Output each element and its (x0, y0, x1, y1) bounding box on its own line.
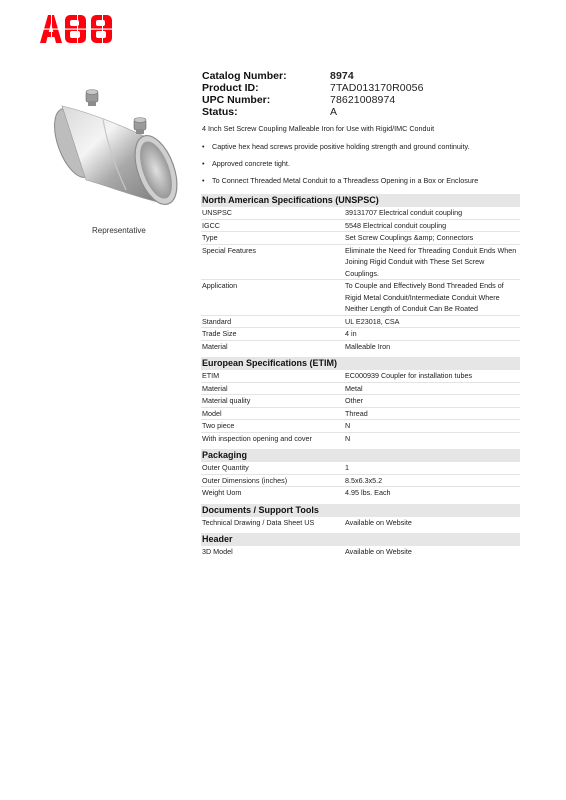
abb-logo (40, 14, 116, 44)
section-title: Header (201, 533, 520, 546)
spec-label: Type (202, 233, 218, 242)
spec-label: Application (202, 281, 238, 290)
spec-value: 4.95 lbs. Each (345, 488, 391, 497)
product-header (202, 70, 522, 118)
spec-row (201, 207, 520, 220)
european-specs-section (201, 357, 520, 444)
documents-section (201, 504, 520, 529)
spec-row (201, 341, 520, 353)
feature-text: Approved concrete tight. (212, 159, 290, 168)
north-american-specs-section (201, 194, 520, 352)
spec-value: EC000939 Coupler for installation tubes (345, 371, 473, 380)
spec-row (201, 395, 520, 408)
bullet-icon: • (202, 142, 205, 151)
feature-text: To Connect Threaded Metal Conduit to a Threadless Opening in a Box or Enclosure (212, 176, 479, 185)
spec-row (201, 316, 520, 329)
section-title: Packaging (201, 449, 520, 462)
status-row (202, 106, 522, 118)
spec-value: 5548 Electrical conduit coupling (345, 220, 447, 230)
product-id-row (202, 82, 522, 94)
spec-value: 1 (345, 463, 349, 472)
spec-row (201, 232, 520, 245)
spec-value: Thread (345, 408, 368, 418)
spec-value: Available on Website (345, 517, 412, 527)
packaging-section (201, 449, 520, 499)
catalog-number-label: Catalog Number: (202, 70, 287, 82)
spec-label: Two piece (202, 421, 235, 430)
upc-number-label: UPC Number: (202, 94, 271, 106)
product-id-value: 7TAD013170R0056 (330, 82, 424, 94)
spec-label: With inspection opening and cover (202, 433, 312, 443)
spec-value: N (345, 433, 351, 443)
spec-row (201, 408, 520, 421)
spec-row (201, 487, 520, 499)
spec-row (201, 420, 520, 433)
spec-label: Outer Quantity (202, 463, 249, 472)
spec-row (201, 220, 520, 233)
spec-label: Standard (202, 316, 232, 326)
feature-item (202, 176, 532, 193)
spec-value: To Couple and Effectively Bond Threaded Ends of Rigid Metal Conduit/Intermediate Conduit Where Neither Length of Conduit Can Be Roated (345, 281, 504, 313)
spec-row (201, 383, 520, 396)
spec-row (201, 546, 520, 558)
spec-value: Eliminate the Need for Threading Conduit Ends When Joining Rigid Conduit with These Set Screw Couplings. (345, 245, 517, 278)
spec-value: Metal (345, 383, 363, 393)
section-title: North American Specifications (UNSPSC) (201, 194, 520, 207)
catalog-number-row (202, 70, 522, 82)
spec-value: 8.5x6.3x5.2 (345, 475, 383, 485)
spec-value: N (345, 421, 351, 430)
spec-row (201, 245, 520, 281)
spec-label: Weight Uom (202, 488, 242, 497)
bullet-icon: • (202, 159, 205, 168)
feature-text: Captive hex head screws provide positive holding strength and ground continuity. (212, 142, 470, 151)
section-title: European Specifications (ETIM) (201, 357, 520, 370)
feature-item (202, 159, 532, 176)
spec-row (201, 475, 520, 488)
bullet-icon: • (202, 176, 205, 185)
spec-label: Model (202, 408, 222, 418)
section-title: Documents / Support Tools (201, 504, 520, 517)
spec-label: ETIM (202, 371, 220, 380)
status-value: A (330, 106, 338, 118)
spec-row (201, 517, 520, 529)
spec-value: 4 in (345, 329, 357, 338)
specifications (201, 194, 520, 563)
product-id-label: Product ID: (202, 82, 259, 94)
spec-label: 3D Model (202, 547, 233, 556)
catalog-number-value: 8974 (330, 70, 354, 82)
spec-label: Trade Size (202, 329, 237, 338)
spec-value: UL E23018, CSA (345, 316, 400, 326)
product-image (48, 86, 188, 212)
spec-value: Other (345, 396, 363, 405)
spec-row (201, 433, 520, 445)
header-section (201, 533, 520, 558)
feature-item (202, 142, 532, 159)
spec-row (201, 280, 520, 316)
spec-row (201, 370, 520, 383)
spec-label: Technical Drawing / Data Sheet US (202, 517, 315, 527)
spec-value: 39131707 Electrical conduit coupling (345, 208, 463, 217)
spec-label: Outer Dimensions (inches) (202, 475, 288, 485)
spec-value: Available on Website (345, 547, 412, 556)
feature-list (202, 142, 532, 193)
spec-label: IGCC (202, 220, 220, 230)
spec-label: Material quality (202, 396, 251, 405)
image-caption: Representative (92, 226, 146, 235)
spec-value: Malleable Iron (345, 341, 391, 351)
spec-row (201, 462, 520, 475)
upc-number-value: 78621008974 (330, 94, 396, 106)
spec-value: Set Screw Couplings &amp; Connectors (345, 233, 474, 242)
spec-label: Special Features (202, 245, 256, 255)
spec-row (201, 328, 520, 341)
spec-label: UNSPSC (202, 208, 232, 217)
status-label: Status: (202, 106, 238, 118)
spec-label: Material (202, 341, 228, 351)
upc-number-row (202, 94, 522, 106)
product-description: 4 Inch Set Screw Coupling Malleable Iron for Use with Rigid/IMC Conduit (202, 124, 435, 133)
spec-label: Material (202, 383, 228, 393)
